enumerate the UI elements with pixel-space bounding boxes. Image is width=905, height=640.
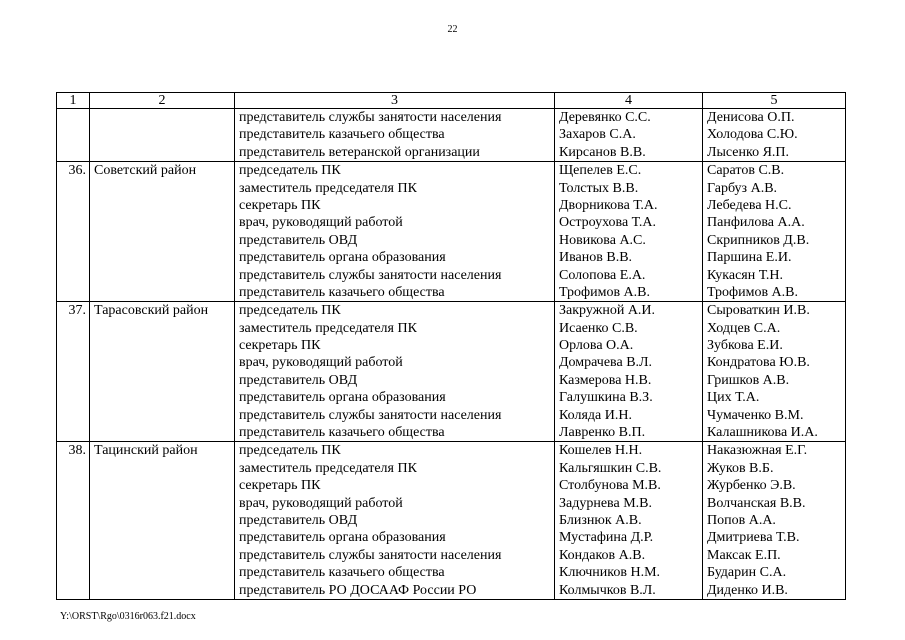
commission-table (56, 92, 846, 600)
reserve-name: Максак Е.П. (707, 547, 781, 563)
header-row (57, 93, 846, 109)
member-name: Кошелев Н.Н. (559, 443, 643, 459)
roles-cell (235, 109, 555, 162)
member-name: Орлова О.А. (559, 338, 634, 354)
member-name: Закружной А.И. (559, 303, 656, 319)
member-name: Исаенко С.В. (559, 320, 638, 336)
role-line: секретарь ПК (239, 197, 321, 213)
members-cell (555, 162, 703, 302)
role-line: представитель казачьего общества (239, 565, 445, 581)
role-line: представитель казачьего общества (239, 127, 445, 143)
column-header: 1 (57, 93, 90, 109)
member-name: Лавренко В.П. (559, 425, 646, 441)
reserve-name: Дмитриева Т.В. (707, 530, 800, 546)
role-line: представитель казачьего общества (239, 284, 445, 300)
footer-file-path: Y:\ORST\Rgo\0316r063.f21.docx (60, 611, 196, 622)
reserve-name: Гришков А.В. (707, 372, 790, 388)
member-name: Казмерова Н.В. (559, 372, 652, 388)
member-name: Колмычков В.Л. (559, 582, 656, 598)
member-name: Солопова Е.А. (559, 267, 646, 283)
member-name: Кальгяшкин С.В. (559, 460, 662, 476)
member-name: Иванов В.В. (559, 250, 633, 266)
reserves-cell (703, 302, 846, 442)
row-number: 36. (57, 162, 90, 302)
row-number: 37. (57, 302, 90, 442)
role-line: врач, руководящий работой (239, 495, 403, 511)
member-name: Коляда И.Н. (559, 407, 632, 423)
reserve-name: Кондратова Ю.В. (707, 355, 810, 371)
reserve-name: Сыроваткин И.В. (707, 303, 810, 319)
reserve-name: Журбенко Э.В. (707, 478, 796, 494)
reserve-name: Бударин С.А. (707, 565, 787, 581)
member-name: Дворникова Т.А. (559, 197, 658, 213)
table-body (57, 109, 846, 600)
reserve-name: Калашникова И.А. (707, 425, 818, 441)
reserves-cell (703, 442, 846, 600)
role-line: представитель службы занятости населения (239, 547, 502, 563)
role-line: врач, руководящий работой (239, 215, 403, 231)
reserve-name: Жуков В.Б. (707, 460, 774, 476)
table-row (57, 109, 846, 162)
role-line: заместитель председателя ПК (239, 460, 417, 476)
member-name: Толстых В.В. (559, 180, 639, 196)
reserve-name: Паршина Е.И. (707, 250, 792, 266)
roles-cell (235, 162, 555, 302)
reserves-cell (703, 162, 846, 302)
role-line: представитель службы занятости населения (239, 110, 502, 125)
member-name: Задурнева М.В. (559, 495, 652, 511)
role-line: представитель органа образования (239, 530, 446, 546)
reserve-name: Трофимов А.В. (707, 284, 798, 300)
table-row (57, 302, 846, 442)
role-line: представитель ветеранской организации (239, 144, 480, 160)
member-name: Новикова А.С. (559, 232, 646, 248)
row-number (57, 109, 90, 162)
role-line: секретарь ПК (239, 478, 321, 494)
member-name: Остроухова Т.А. (559, 215, 656, 231)
member-name: Мустафина Д.Р. (559, 530, 654, 546)
role-line: представитель органа образования (239, 250, 446, 266)
member-name: Деревянко С.С. (559, 110, 651, 125)
table-row (57, 442, 846, 600)
reserve-name: Наказюжная Е.Г. (707, 443, 808, 459)
role-line: секретарь ПК (239, 338, 321, 354)
members-cell (555, 442, 703, 600)
member-name: Близнюк А.В. (559, 512, 642, 528)
reserve-name: Панфилова А.А. (707, 215, 805, 231)
reserve-name: Гарбуз А.В. (707, 180, 778, 196)
member-name: Ключников Н.М. (559, 565, 661, 581)
reserve-name: Чумаченко В.М. (707, 407, 804, 423)
role-line: председатель ПК (239, 163, 341, 179)
reserve-name: Лебедева Н.С. (707, 197, 792, 213)
row-number: 38. (57, 442, 90, 600)
member-name: Кирсанов В.В. (559, 144, 646, 160)
role-line: представитель казачьего общества (239, 425, 445, 441)
reserve-name: Цих Т.А. (707, 390, 760, 406)
roles-cell (235, 302, 555, 442)
role-line: врач, руководящий работой (239, 355, 403, 371)
column-header: 5 (703, 93, 846, 109)
role-line: председатель ПК (239, 443, 341, 459)
member-name: Галушкина В.З. (559, 390, 653, 406)
role-line: заместитель председателя ПК (239, 320, 417, 336)
role-line: представитель службы занятости населения (239, 407, 502, 423)
role-line: представитель ОВД (239, 372, 358, 388)
column-header: 3 (235, 93, 555, 109)
reserve-name: Кукасян Т.Н. (707, 267, 783, 283)
role-line: председатель ПК (239, 303, 341, 319)
district-name: Тацинский район (90, 442, 235, 600)
reserve-name: Волчанская В.В. (707, 495, 806, 511)
role-line: заместитель председателя ПК (239, 180, 417, 196)
district-name (90, 109, 235, 162)
role-line: представитель РО ДОСААФ России РО (239, 582, 477, 598)
member-name: Щепелев Е.С. (559, 163, 642, 179)
district-name: Советский район (90, 162, 235, 302)
reserve-name: Холодова С.Ю. (707, 127, 798, 143)
table-row (57, 162, 846, 302)
reserve-name: Саратов С.В. (707, 163, 785, 179)
members-cell (555, 302, 703, 442)
reserve-name: Зубкова Е.И. (707, 338, 783, 354)
member-name: Кондаков А.В. (559, 547, 646, 563)
member-name: Домрачева В.Л. (559, 355, 653, 371)
role-line: представитель органа образования (239, 390, 446, 406)
roles-cell (235, 442, 555, 600)
reserves-cell (703, 109, 846, 162)
reserve-name: Денисова О.П. (707, 110, 795, 125)
member-name: Трофимов А.В. (559, 284, 650, 300)
column-header: 4 (555, 93, 703, 109)
reserve-name: Скрипников Д.В. (707, 232, 810, 248)
members-cell (555, 109, 703, 162)
member-name: Захаров С.А. (559, 127, 636, 143)
column-header: 2 (90, 93, 235, 109)
reserve-name: Попов А.А. (707, 512, 776, 528)
role-line: представитель ОВД (239, 512, 358, 528)
reserve-name: Ходцев С.А. (707, 320, 781, 336)
page-number: 22 (447, 24, 458, 35)
role-line: представитель службы занятости населения (239, 267, 502, 283)
role-line: представитель ОВД (239, 232, 358, 248)
district-name: Тарасовский район (90, 302, 235, 442)
reserve-name: Лысенко Я.П. (707, 144, 790, 160)
reserve-name: Диденко И.В. (707, 582, 788, 598)
member-name: Столбунова М.В. (559, 478, 661, 494)
